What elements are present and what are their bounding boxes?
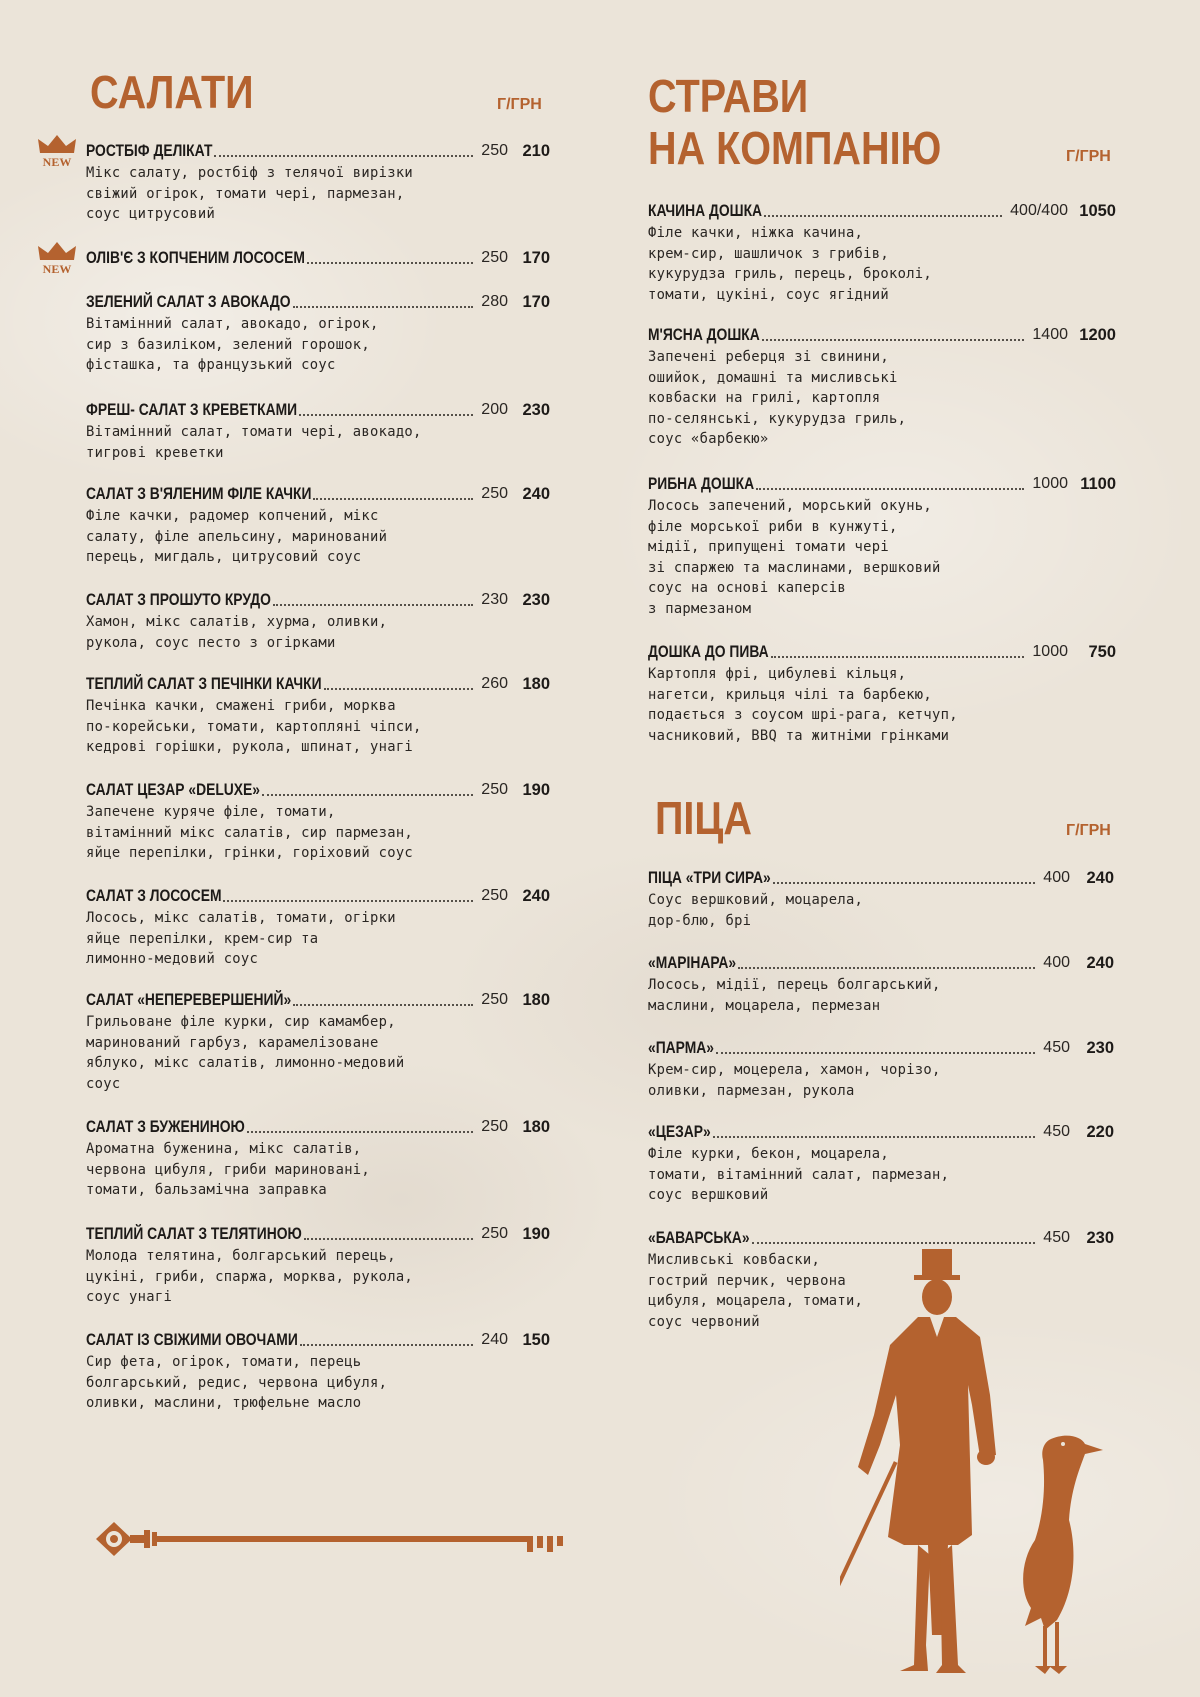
item-price: 170 (522, 249, 550, 267)
dot-leader (313, 498, 473, 500)
dot-leader (713, 1136, 1036, 1138)
item-header (86, 886, 550, 908)
item-header (648, 953, 1118, 975)
dot-leader (293, 1004, 473, 1006)
item-description: Мікс салату, ростбіф з телячої вирізки свіжий огірок, томати чері, пармезан, соус цитрусовий (86, 165, 414, 222)
gentleman-illustration (840, 1245, 1030, 1685)
item-weight: 450 (1043, 1229, 1070, 1246)
dot-leader (771, 656, 1025, 658)
item-header (648, 474, 1118, 496)
dot-leader (762, 339, 1025, 341)
item-name: ТЕПЛИЙ САЛАТ З ТЕЛЯТИНОЮ (86, 1225, 302, 1243)
item-price: 230 (1086, 1039, 1114, 1057)
dot-leader (752, 1242, 1036, 1244)
new-badge-label: NEW (42, 262, 72, 276)
dot-leader (307, 262, 473, 264)
dot-leader (223, 900, 473, 902)
item-price: 1200 (1079, 326, 1116, 344)
item-name: ДОШКА ДО ПИВА (648, 643, 769, 661)
new-badge (36, 240, 78, 284)
item-header (86, 674, 550, 696)
item-name: КАЧИНА ДОШКА (648, 202, 763, 220)
item-name: М'ЯСНА ДОШКА (648, 326, 760, 344)
dot-leader (214, 155, 473, 157)
item-description: Лосось запечений, морський окунь, філе морської риби в кунжуті, мідії, припущені томати чері зі спаржею та маслинами, вершковий соус на основі каперсів з пармезаном (648, 498, 941, 617)
item-description: Печінка качки, смажені гриби, морква по-корейськи, томати, картопляні чіпси, кедрові горішки, рукола, шпинат, унагі (86, 698, 422, 755)
item-description: Філе качки, радомер копчений, мікс салату, філе апельсину, маринований перець, мигдаль, цитрусовий соус (86, 508, 388, 565)
dot-leader (773, 882, 1036, 884)
item-weight: 450 (1043, 1123, 1070, 1140)
item-price: 180 (522, 1118, 550, 1136)
item-description: Соус вершковий, моцарела, дор-блю, брі (648, 892, 864, 929)
item-price: 210 (522, 142, 550, 160)
item-header (86, 248, 550, 270)
item-description: Мисливські ковбаски, гострий перчик, червона цибуля, моцарела, томати, соус червоний (648, 1252, 864, 1330)
dot-leader (304, 1238, 473, 1240)
item-price: 230 (522, 591, 550, 609)
item-header (86, 1224, 550, 1246)
dot-leader (262, 794, 473, 796)
salads-item (86, 1117, 550, 1201)
salads-item (86, 1330, 550, 1414)
sharing-item (648, 325, 1118, 450)
item-description: Хамон, мікс салатів, хурма, оливки, рукола, соус песто з огірками (86, 614, 388, 651)
pizza-title: ПІЦА (655, 792, 752, 844)
item-description: Запечені реберця зі свинини, ошийок, домашні та мисливські ковбаски на грилі, картопля по-селянські, кукурудза гриль, соус «барбекю» (648, 349, 907, 447)
item-weight: 250 (481, 485, 508, 502)
item-price: 240 (1086, 954, 1114, 972)
item-weight: 250 (481, 249, 508, 266)
item-header (648, 201, 1118, 223)
item-price: 180 (522, 991, 550, 1009)
item-price: 240 (522, 887, 550, 905)
item-header (86, 484, 550, 506)
dot-leader (756, 488, 1024, 490)
item-price: 1050 (1079, 202, 1116, 220)
item-description: Лосось, мідії, перець болгарський, маслини, моцарела, пермезан (648, 977, 941, 1014)
dot-leader (738, 967, 1035, 969)
item-name: САЛАТ ЦЕЗАР «DELUXE» (86, 781, 260, 799)
item-header (86, 1330, 550, 1352)
item-name: «ПАРМА» (648, 1039, 715, 1057)
salads-item (86, 400, 550, 463)
item-description: Філе качки, ніжка качина, крем-сир, шашличок з грибів, кукурудза гриль, перець, броколі, томати, цукіні, соус ягідний (648, 225, 933, 303)
item-weight: 1000 (1032, 475, 1068, 492)
item-description: Запечене куряче філе, томати, вітамінний мікс салатів, сир пармезан, яйце перепілки, грінки, горіховий соус (86, 804, 414, 861)
item-name: ТЕПЛИЙ САЛАТ З ПЕЧІНКИ КАЧКИ (86, 675, 322, 693)
item-weight: 1000 (1032, 643, 1068, 660)
item-weight: 400 (1043, 869, 1070, 886)
item-price: 230 (1086, 1229, 1114, 1247)
salads-item (86, 990, 550, 1094)
dot-leader (247, 1131, 473, 1133)
item-price: 150 (522, 1331, 550, 1349)
salads-unit-label: Г/ГРН (497, 96, 542, 113)
item-header (86, 1117, 550, 1139)
new-badge-label: NEW (42, 155, 72, 169)
item-price: 170 (522, 293, 550, 311)
item-weight: 250 (481, 1118, 508, 1135)
item-weight: 250 (481, 142, 508, 159)
item-name: САЛАТ З ЛОСОСЕМ (86, 887, 222, 905)
item-price: 190 (522, 781, 550, 799)
item-price: 240 (1086, 869, 1114, 887)
salads-title: САЛАТИ (90, 66, 254, 118)
salads-item (86, 780, 550, 864)
item-description: Крем-сир, моцерела, хамон, чорізо, оливки, пармезан, рукола (648, 1062, 941, 1099)
item-description: Лосось, мікс салатів, томати, огірки яйце перепілки, крем-сир та лимонно-медовий соус (86, 910, 396, 967)
item-weight: 280 (481, 293, 508, 310)
sharing-title-line1: СТРАВИ (648, 70, 809, 122)
salads-item (42, 248, 550, 276)
item-weight: 240 (481, 1331, 508, 1348)
key-icon (94, 1518, 574, 1560)
sharing-item (648, 474, 1118, 619)
salads-item (86, 674, 550, 758)
item-description: Молода телятина, болгарський перець, цукіні, гриби, спаржа, морква, рукола, соус унагі (86, 1248, 414, 1305)
item-name: САЛАТ «НЕПЕРЕВЕРШЕНИЙ» (86, 991, 292, 1009)
item-weight: 400 (1043, 954, 1070, 971)
item-name: САЛАТ З ПРОШУТО КРУДО (86, 591, 271, 609)
pizza-item (648, 1122, 1118, 1206)
item-price: 190 (522, 1225, 550, 1243)
dot-leader (324, 688, 474, 690)
dot-leader (293, 306, 474, 308)
duck-illustration (1005, 1430, 1135, 1680)
sharing-item (648, 642, 1118, 746)
dot-leader (764, 215, 1002, 217)
item-name: САЛАТ З В'ЯЛЕНИМ ФІЛЕ КАЧКИ (86, 485, 312, 503)
item-weight: 230 (481, 591, 508, 608)
item-header (648, 1038, 1118, 1060)
item-header (86, 780, 550, 802)
crown-icon (36, 240, 78, 262)
salads-item (86, 292, 550, 376)
pizza-item (648, 868, 1118, 931)
item-weight: 450 (1043, 1039, 1070, 1056)
dot-leader (299, 414, 473, 416)
item-weight: 400/400 (1010, 202, 1068, 219)
item-name: РОСТБІФ ДЕЛІКАТ (86, 142, 213, 160)
pizza-item (648, 953, 1118, 1016)
salads-item (86, 484, 550, 568)
salads-item (86, 886, 550, 970)
new-badge (36, 133, 78, 177)
item-header (648, 1122, 1118, 1144)
item-header (86, 400, 550, 422)
item-weight: 200 (481, 401, 508, 418)
salads-item (42, 141, 550, 225)
sharing-item (648, 201, 1118, 305)
item-weight: 250 (481, 781, 508, 798)
item-description: Вітамінний салат, томати чері, авокадо, тигрові креветки (86, 424, 422, 461)
item-header (86, 292, 550, 314)
item-weight: 250 (481, 991, 508, 1008)
item-description: Картопля фрі, цибулеві кільця, нагетси, крильця чілі та барбекю, подається з соусом шрі-рага, кетчуп, часниковий, BBQ та житніми грінками (648, 666, 958, 744)
item-name: ОЛІВ'Є З КОПЧЕНИМ ЛОСОСЕМ (86, 249, 305, 267)
item-price: 240 (522, 485, 550, 503)
item-description: Філе курки, бекон, моцарела, томати, вітамінний салат, пармезан, соус вершковий (648, 1146, 950, 1203)
item-header (648, 325, 1118, 347)
item-name: ЗЕЛЕНИЙ САЛАТ З АВОКАДО (86, 293, 291, 311)
item-header (86, 590, 550, 612)
item-weight: 250 (481, 887, 508, 904)
item-name: САЛАТ З БУЖЕНИНОЮ (86, 1118, 245, 1136)
item-weight: 1400 (1032, 326, 1068, 343)
item-header (86, 990, 550, 1012)
item-price: 750 (1088, 643, 1116, 661)
item-price: 220 (1086, 1123, 1114, 1141)
dot-leader (716, 1052, 1035, 1054)
item-description: Грильоване філе курки, сир камамбер, маринований гарбуз, карамелізоване яблуко, мікс салатів, лимонно-медовий соус (86, 1014, 405, 1092)
item-header (648, 868, 1118, 890)
item-name: ПІЦА «ТРИ СИРА» (648, 869, 771, 887)
dot-leader (300, 1344, 474, 1346)
sharing-unit-label: Г/ГРН (1066, 148, 1111, 165)
pizza-unit-label: Г/ГРН (1066, 822, 1111, 839)
sharing-title-line2: НА КОМПАНІЮ (648, 122, 942, 174)
item-name: САЛАТ ІЗ СВІЖИМИ ОВОЧАМИ (86, 1331, 298, 1349)
item-description: Сир фета, огірок, томати, перець болгарський, редис, червона цибуля, оливки, маслини, трюфельне масло (86, 1354, 388, 1411)
item-price: 230 (522, 401, 550, 419)
item-name: РИБНА ДОШКА (648, 475, 755, 493)
item-name: «БАВАРСЬКА» (648, 1229, 750, 1247)
item-header (86, 141, 550, 163)
item-description: Ароматна буженина, мікс салатів, червона цибуля, гриби мариновані, томати, бальзамічна заправка (86, 1141, 371, 1198)
item-weight: 250 (481, 1225, 508, 1242)
salads-item (86, 1224, 550, 1308)
item-name: «ЦЕЗАР» (648, 1123, 711, 1141)
item-price: 180 (522, 675, 550, 693)
item-name: ФРЕШ- САЛАТ З КРЕВЕТКАМИ (86, 401, 298, 419)
item-weight: 260 (481, 675, 508, 692)
salads-item (86, 590, 550, 653)
item-name: «МАРІНАРА» (648, 954, 737, 972)
pizza-item (648, 1038, 1118, 1101)
item-header (648, 642, 1118, 664)
crown-icon (36, 133, 78, 155)
dot-leader (273, 604, 473, 606)
item-description: Вітамінний салат, авокадо, огірок, сир з базиліком, зелений горошок, фісташка, та французький соус (86, 316, 379, 373)
item-price: 1100 (1080, 475, 1116, 493)
